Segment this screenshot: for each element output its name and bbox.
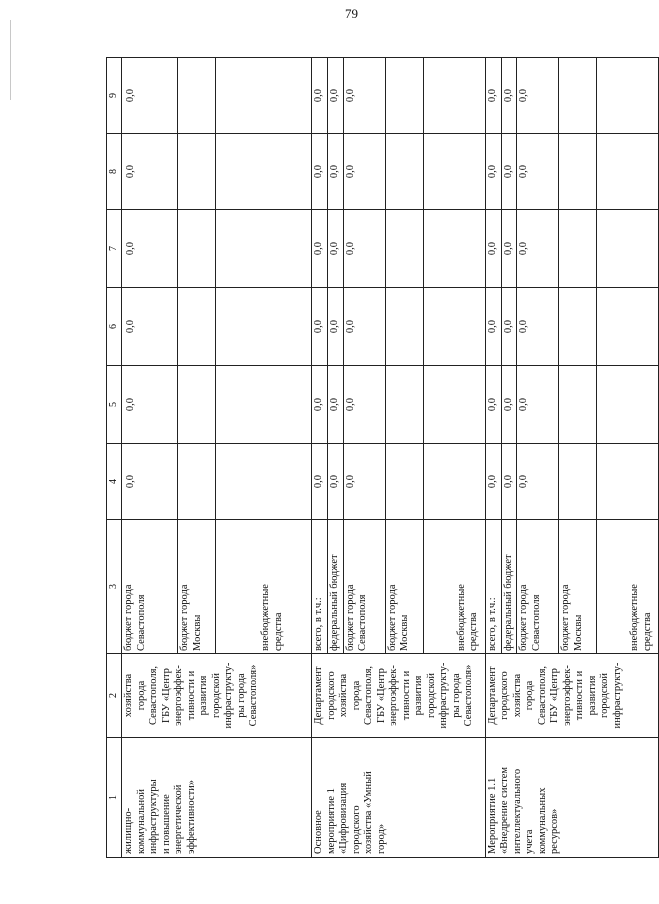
value-text: 0,0: [502, 319, 514, 334]
activity-name-cell: [485, 738, 659, 858]
value-text: [560, 212, 573, 285]
funding-source-cell: [122, 520, 178, 654]
header-cell: 7: [107, 210, 122, 288]
value-text: 0,0: [518, 88, 529, 103]
value-text: 0,0: [344, 241, 356, 256]
value-cell: [501, 366, 517, 444]
value-text: [387, 446, 400, 517]
value-cell: [597, 366, 659, 444]
value-text: 0,0: [344, 88, 356, 103]
activity-name-line: городского: [350, 805, 362, 854]
value-cell: [343, 210, 385, 288]
value-text: 0,0: [344, 319, 356, 334]
value-text: 0,0: [486, 241, 498, 256]
value-cell: [122, 444, 178, 520]
value-text: [179, 446, 192, 517]
value-cell: [216, 210, 312, 288]
funding-source-cell: [559, 520, 597, 654]
value-text: 0,0: [502, 397, 514, 412]
funding-source-line: бюджет города: [179, 584, 190, 651]
value-text: 0,0: [344, 474, 356, 489]
value-text: 0,0: [125, 319, 136, 334]
value-text: [425, 446, 438, 517]
activity-name-line: ресурсов»: [549, 808, 560, 854]
executor-line: развития: [413, 675, 424, 716]
executor-cell: [122, 654, 312, 738]
executor-line: городского: [325, 671, 337, 720]
value-cell: [559, 134, 597, 210]
value-cell: [517, 366, 559, 444]
value-text: 0,0: [518, 164, 529, 179]
value-cell: [328, 134, 344, 210]
activity-name-line: коммунальных: [536, 787, 548, 854]
funding-source-cell: [343, 520, 385, 654]
table-row: [122, 58, 178, 858]
activity-name-line: эффективности»: [185, 779, 197, 854]
value-cell: [312, 366, 328, 444]
activity-name-line: энергетической: [173, 784, 184, 854]
value-cell: [216, 366, 312, 444]
executor-line: хозяйства: [511, 673, 523, 718]
activity-name-cell: [312, 738, 486, 858]
value-cell: [559, 444, 597, 520]
activity-name-line: коммунальной: [135, 788, 147, 854]
value-cell: [517, 134, 559, 210]
value-cell: [343, 288, 385, 366]
funding-source-cell: [597, 520, 659, 654]
executor-line: города: [350, 680, 362, 711]
value-text: [425, 60, 438, 131]
activity-name-line: город»: [375, 823, 387, 854]
value-text: [425, 136, 438, 207]
value-text: 0,0: [502, 88, 514, 103]
value-cell: [328, 58, 344, 134]
activity-name-line: «Внедрение систем: [499, 766, 510, 854]
value-cell: [423, 58, 485, 134]
funding-source-line: внебюджетные: [629, 584, 640, 651]
value-text: [425, 368, 438, 441]
value-text: [387, 60, 400, 131]
value-text: 0,0: [486, 397, 498, 412]
header-row: [107, 58, 122, 858]
funding-source-line: средства: [272, 612, 284, 651]
value-cell: [559, 58, 597, 134]
executor-line: развития: [586, 675, 598, 716]
value-text: [598, 136, 611, 207]
executor-line: инфраструкту-: [438, 662, 449, 729]
value-text: 0,0: [313, 164, 324, 179]
activity-name-line: мероприятие 1: [325, 788, 337, 854]
value-text: 0,0: [329, 88, 340, 103]
funding-source-cell: [385, 520, 423, 654]
value-text: 0,0: [329, 319, 340, 334]
funding-source-line: Севастополя: [530, 594, 542, 651]
value-cell: [343, 58, 385, 134]
activity-name-cell: [122, 738, 312, 858]
value-text: 0,0: [329, 241, 340, 256]
value-text: [598, 446, 611, 517]
table-body: [122, 58, 659, 858]
activity-name-line: Основное: [313, 810, 324, 854]
executor-line: развития: [198, 675, 209, 716]
value-cell: [178, 58, 216, 134]
table-row: [312, 58, 328, 858]
executor-line: тивности и: [400, 670, 412, 721]
value-cell: [501, 444, 517, 520]
value-text: 0,0: [518, 397, 529, 412]
value-text: [560, 446, 573, 517]
funding-source-line: внебюджетные: [455, 584, 467, 651]
value-cell: [385, 210, 423, 288]
value-text: 0,0: [313, 397, 324, 412]
value-cell: [597, 134, 659, 210]
value-cell: [178, 210, 216, 288]
header-cell: 6: [107, 288, 122, 366]
value-cell: [122, 134, 178, 210]
executor-line: энергоэффек-: [561, 665, 573, 726]
value-cell: [328, 366, 344, 444]
value-cell: [328, 444, 344, 520]
value-text: 0,0: [125, 474, 136, 489]
value-text: 0,0: [329, 474, 340, 489]
value-cell: [178, 288, 216, 366]
value-text: [217, 446, 230, 517]
value-text: 0,0: [344, 397, 356, 412]
value-cell: [423, 134, 485, 210]
executor-line: городской: [210, 673, 222, 718]
rotated-table-wrapper: [106, 58, 653, 858]
value-text: 0,0: [486, 164, 498, 179]
activity-name-line: интеллектуального: [511, 768, 523, 854]
value-cell: [312, 58, 328, 134]
executor-line: хозяйства: [338, 673, 349, 718]
funding-source-line: Севастополя: [135, 594, 147, 651]
value-cell: [559, 210, 597, 288]
funding-source-cell: [517, 520, 559, 654]
value-text: [217, 368, 230, 441]
value-cell: [216, 444, 312, 520]
value-text: [179, 368, 192, 441]
value-text: 0,0: [486, 88, 498, 103]
funding-source-line: федеральный бюджет: [329, 554, 340, 651]
value-text: 0,0: [502, 164, 514, 179]
funding-source-line: Севастополя: [357, 594, 368, 651]
value-cell: [423, 444, 485, 520]
value-cell: [485, 366, 501, 444]
value-text: 0,0: [518, 241, 529, 256]
value-cell: [178, 134, 216, 210]
funding-source-cell: [312, 520, 328, 654]
value-cell: [312, 444, 328, 520]
value-text: [217, 136, 230, 207]
funding-source-line: федеральный бюджет: [502, 554, 514, 651]
value-cell: [385, 366, 423, 444]
value-text: 0,0: [502, 474, 514, 489]
funding-source-line: бюджет города: [518, 584, 529, 651]
header-cell: 1: [107, 738, 122, 858]
value-cell: [501, 134, 517, 210]
value-cell: [597, 288, 659, 366]
table-row: [485, 58, 501, 858]
value-cell: [343, 444, 385, 520]
value-text: [387, 136, 400, 207]
funding-source-line: бюджет города: [344, 584, 356, 651]
value-cell: [485, 288, 501, 366]
executor-line: хозяйства: [123, 673, 134, 718]
value-text: [179, 136, 192, 207]
value-cell: [559, 366, 597, 444]
executor-cell: [312, 654, 486, 738]
executor-line: инфраструкту-: [223, 662, 234, 729]
value-cell: [423, 210, 485, 288]
value-cell: [501, 58, 517, 134]
executor-line: энергоэффек-: [388, 665, 399, 726]
funding-source-line: Москвы: [572, 614, 584, 651]
value-cell: [312, 134, 328, 210]
header-cell: 2: [107, 654, 122, 738]
funding-source-cell: [216, 520, 312, 654]
value-cell: [517, 288, 559, 366]
value-cell: [485, 210, 501, 288]
funding-source-line: средства: [641, 612, 653, 651]
executor-cell: [485, 654, 659, 738]
value-cell: [501, 210, 517, 288]
executor-line: городского: [499, 671, 510, 720]
activity-name-line: «Цифровизация: [338, 782, 349, 854]
executor-line: Севастополя»: [463, 664, 474, 727]
value-cell: [485, 444, 501, 520]
activity-name-line: и повышение: [160, 794, 172, 854]
value-cell: [517, 444, 559, 520]
value-cell: [122, 58, 178, 134]
value-cell: [178, 366, 216, 444]
value-text: [387, 212, 400, 285]
value-cell: [328, 210, 344, 288]
executor-line: энергоэффек-: [173, 665, 184, 726]
value-text: [217, 60, 230, 131]
activity-name-line: Мероприятие 1.1: [486, 777, 498, 854]
value-text: [425, 290, 438, 363]
executor-line: городской: [425, 673, 437, 718]
value-cell: [216, 134, 312, 210]
value-text: [598, 368, 611, 441]
funding-source-cell: [501, 520, 517, 654]
value-text: 0,0: [125, 164, 136, 179]
budget-table: [106, 57, 659, 858]
value-cell: [597, 58, 659, 134]
executor-line: инфраструкту-: [611, 662, 623, 729]
activity-name-line: инфраструктуры: [148, 779, 159, 854]
value-text: [425, 212, 438, 285]
funding-source-line: бюджет города: [560, 584, 571, 651]
value-text: [217, 212, 230, 285]
value-text: [598, 60, 611, 131]
executor-line: ры города: [235, 673, 247, 718]
value-text: 0,0: [518, 474, 529, 489]
value-cell: [423, 366, 485, 444]
funding-source-line: Москвы: [191, 614, 203, 651]
value-text: [387, 368, 400, 441]
value-text: 0,0: [313, 88, 324, 103]
value-text: [598, 212, 611, 285]
value-cell: [597, 444, 659, 520]
value-cell: [385, 134, 423, 210]
value-cell: [312, 210, 328, 288]
value-text: 0,0: [486, 474, 498, 489]
executor-line: городской: [599, 673, 610, 718]
value-cell: [385, 444, 423, 520]
funding-source-cell: [423, 520, 485, 654]
page-number: 79: [345, 6, 358, 21]
funding-source-line: бюджет города: [386, 584, 398, 651]
funding-source-line: Москвы: [399, 614, 410, 651]
executor-line: города: [135, 680, 147, 711]
funding-source-cell: [485, 520, 501, 654]
executor-line: ГБУ «Центр: [549, 668, 560, 723]
executor-line: тивности и: [185, 670, 197, 721]
value-cell: [385, 288, 423, 366]
value-cell: [122, 366, 178, 444]
value-cell: [559, 288, 597, 366]
executor-line: Севастополя,: [148, 665, 159, 726]
executor-line: ры города: [450, 673, 462, 718]
header-cell: 4: [107, 444, 122, 520]
executor-line: Департамент: [313, 666, 324, 725]
executor-line: Севастополя,: [536, 665, 548, 726]
executor-line: Департамент: [486, 666, 498, 725]
executor-line: Севастополя,: [363, 665, 374, 726]
value-text: 0,0: [502, 241, 514, 256]
value-cell: [423, 288, 485, 366]
value-text: [560, 136, 573, 207]
header-cell: 3: [107, 520, 122, 654]
funding-source-cell: [328, 520, 344, 654]
value-cell: [328, 288, 344, 366]
funding-source-line: бюджет города: [123, 584, 134, 651]
value-cell: [343, 366, 385, 444]
value-text: 0,0: [329, 164, 340, 179]
value-text: 0,0: [125, 397, 136, 412]
value-cell: [178, 444, 216, 520]
value-text: 0,0: [313, 319, 324, 334]
value-text: 0,0: [313, 241, 324, 256]
value-text: [598, 290, 611, 363]
value-cell: [312, 288, 328, 366]
value-cell: [485, 58, 501, 134]
value-cell: [597, 210, 659, 288]
header-cell: 8: [107, 134, 122, 210]
value-cell: [517, 58, 559, 134]
activity-name-line: хозяйства «Умный: [363, 771, 374, 854]
value-cell: [122, 210, 178, 288]
value-text: 0,0: [125, 88, 136, 103]
value-text: [179, 212, 192, 285]
value-text: [560, 60, 573, 131]
value-text: [217, 290, 230, 363]
value-text: [560, 368, 573, 441]
scan-edge-mark: [10, 20, 11, 100]
executor-line: ГБУ «Центр: [375, 668, 387, 723]
value-text: 0,0: [518, 319, 529, 334]
value-cell: [485, 134, 501, 210]
value-text: 0,0: [344, 164, 356, 179]
executor-line: города: [524, 680, 535, 711]
activity-name-line: учета: [524, 829, 535, 854]
value-cell: [122, 288, 178, 366]
header-cell: 5: [107, 366, 122, 444]
value-text: 0,0: [486, 319, 498, 334]
value-text: 0,0: [125, 241, 136, 256]
value-text: 0,0: [329, 397, 340, 412]
value-text: [179, 60, 192, 131]
value-text: [387, 290, 400, 363]
funding-source-cell: [178, 520, 216, 654]
activity-name-line: жилищно-: [123, 807, 134, 854]
value-cell: [501, 288, 517, 366]
value-text: [179, 290, 192, 363]
value-cell: [517, 210, 559, 288]
value-cell: [216, 58, 312, 134]
funding-source-line: средства: [468, 612, 479, 651]
value-text: 0,0: [313, 474, 324, 489]
funding-source-line: всего, в т.ч.:: [486, 597, 498, 651]
funding-source-line: всего, в т.ч.:: [313, 597, 324, 651]
funding-source-line: внебюджетные: [260, 584, 271, 651]
value-cell: [343, 134, 385, 210]
header-cell: 9: [107, 58, 122, 134]
value-cell: [216, 288, 312, 366]
executor-line: Севастополя»: [248, 664, 259, 727]
value-text: [560, 290, 573, 363]
executor-line: ГБУ «Центр: [160, 668, 172, 723]
executor-line: тивности и: [574, 670, 585, 721]
value-cell: [385, 58, 423, 134]
